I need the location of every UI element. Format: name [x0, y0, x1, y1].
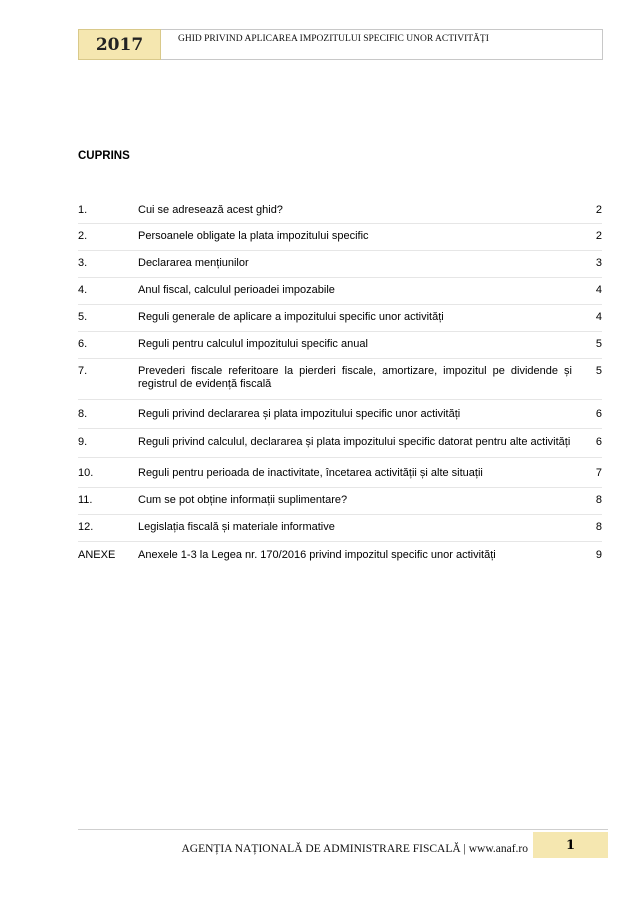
toc-entry-page: 8: [595, 494, 602, 506]
toc-entry-number: 5.: [78, 311, 88, 323]
toc-entry: [78, 278, 602, 305]
toc-entry-number: 11.: [78, 494, 93, 506]
page-header: [78, 29, 603, 60]
toc-entry: [78, 197, 602, 224]
footer-divider: [78, 829, 608, 830]
toc-entry-number: 9.: [78, 436, 88, 448]
footer-agency: AGENȚIA NAȚIONALĂ DE ADMINISTRARE FISCALĂ | www.anaf.ro: [181, 843, 528, 855]
header-year: 2017: [78, 29, 161, 60]
toc-entry-number: 6.: [78, 338, 88, 350]
toc-entry-title: Cui se adresează acest ghid?: [138, 204, 283, 216]
toc-entry-page: 5: [595, 365, 602, 377]
toc-entry-number: 2.: [78, 230, 88, 242]
toc-entry-title: Reguli generale de aplicare a impozitului specific unor activități: [138, 311, 444, 323]
header-title: GHID PRIVIND APLICAREA IMPOZITULUI SPECIFIC UNOR ACTIVITĂȚI: [161, 29, 603, 60]
toc-entry: [78, 515, 602, 542]
toc-entry-number: 12.: [78, 521, 94, 533]
toc-entry-number: 3.: [78, 257, 88, 269]
toc-entry-title: Anul fiscal, calculul perioadei impozabile: [138, 284, 335, 296]
toc-entry: [78, 251, 602, 278]
toc-entry-title: Persoanele obligate la plata impozitului specific: [138, 230, 369, 242]
toc-entry-page: 2: [595, 204, 602, 216]
toc-entry-title: Reguli privind calculul, declararea și plata impozitului specific datorat pentru alte activități: [138, 436, 571, 448]
toc-entry-title: Anexele 1-3 la Legea nr. 170/2016 privind impozitul specific unor activități: [138, 549, 496, 561]
toc-entry-title: Reguli pentru calculul impozitului specific anual: [138, 338, 368, 350]
toc-entry-page: 9: [595, 549, 602, 561]
toc-entry: [78, 359, 602, 400]
toc-entry-number: 4.: [78, 284, 88, 296]
toc-entry-page: 3: [595, 257, 602, 269]
toc-entry-page: 6: [595, 408, 602, 420]
toc-entry-page: 4: [595, 284, 602, 296]
toc-entry-page: 4: [595, 311, 602, 323]
toc-entry-page: 8: [595, 521, 602, 533]
footer-page-number: 1: [533, 832, 608, 858]
toc-entry: [78, 458, 602, 488]
toc-entry-title: Reguli privind declararea și plata impozitului specific unor activități: [138, 408, 461, 420]
toc-entry-page: 6: [595, 436, 602, 448]
toc-entry-title: Declararea mențiunilor: [138, 257, 249, 269]
toc-entry: [78, 224, 602, 251]
toc-entry: [78, 429, 602, 458]
toc-entry-title: Legislația fiscală și materiale informative: [138, 521, 335, 533]
toc-entry-page: 2: [595, 230, 602, 242]
toc-entry: [78, 332, 602, 359]
toc-entry-number: 7.: [78, 365, 88, 377]
toc-entry-number: 10.: [78, 467, 94, 479]
toc-entry-number: 1.: [78, 204, 88, 216]
toc-entry-title: Prevederi fiscale referitoare la pierderi fiscale, amortizare, impozitul pe dividende și registrul de evidență fiscală: [138, 365, 572, 390]
table-of-contents: [78, 197, 602, 569]
toc-entry: [78, 542, 602, 569]
toc-entry-page: 5: [595, 338, 602, 350]
toc-heading: CUPRINS: [78, 150, 130, 162]
toc-entry: [78, 488, 602, 515]
toc-entry: [78, 305, 602, 332]
toc-entry-title: Cum se pot obține informații suplimentare?: [138, 494, 348, 506]
toc-entry-number: 8.: [78, 408, 88, 420]
toc-entry-number: ANEXE: [78, 549, 116, 561]
toc-entry: [78, 400, 602, 429]
toc-entry-title: Reguli pentru perioada de inactivitate, încetarea activității și alte situații: [138, 467, 483, 479]
toc-entry-page: 7: [595, 467, 602, 479]
